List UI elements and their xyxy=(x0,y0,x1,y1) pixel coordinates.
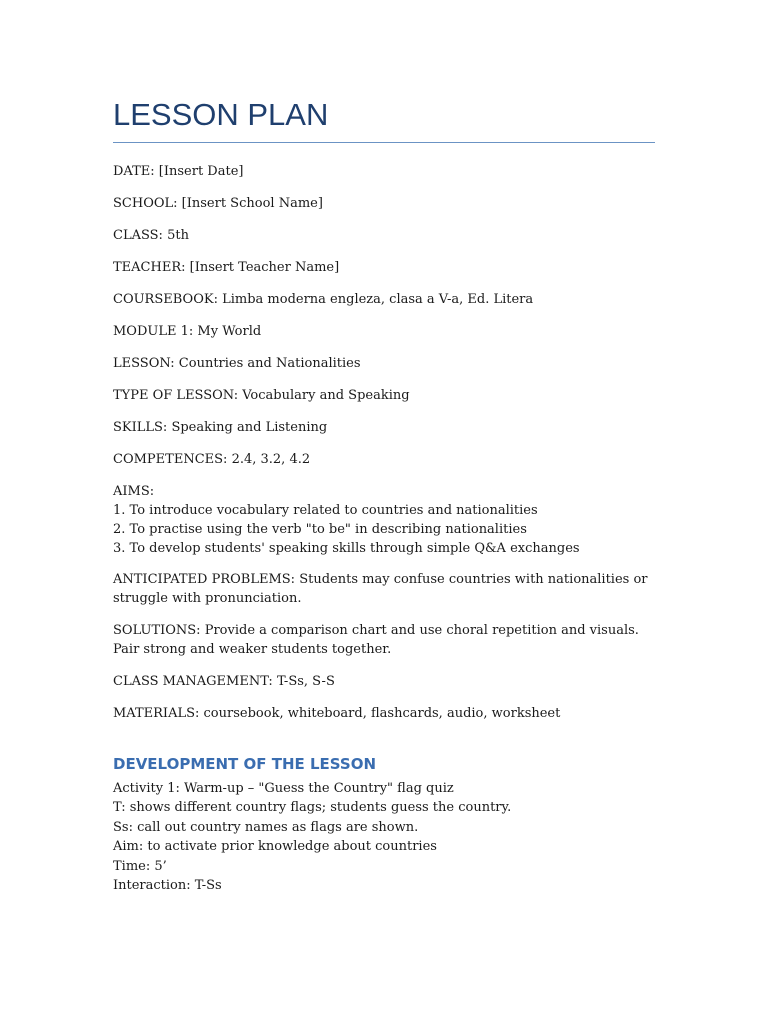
field-value: Speaking and Listening xyxy=(171,420,328,435)
field-value: Vocabulary and Speaking xyxy=(242,388,410,403)
field-value: Students may confuse countries with nationalities or struggle with pronunciation. xyxy=(113,572,648,606)
field-value: [Insert Teacher Name] xyxy=(189,260,340,275)
activity-block xyxy=(113,779,655,895)
aims-item: 3. To develop students' speaking skills through simple Q&A exchanges xyxy=(113,541,580,556)
document-body xyxy=(113,96,655,895)
development-heading: DEVELOPMENT OF THE LESSON xyxy=(113,755,377,773)
activity-line: Aim: to activate prior knowledge about countries xyxy=(113,839,437,855)
aims-item: 1. To introduce vocabulary related to countries and nationalities xyxy=(113,503,538,518)
aims-label: AIMS: xyxy=(113,484,155,499)
field-materials xyxy=(113,704,655,723)
field-label: LESSON: xyxy=(113,356,175,371)
aims-item: 2. To practise using the verb "to be" in describing nationalities xyxy=(113,522,527,537)
field-module xyxy=(113,322,655,341)
field-label: SOLUTIONS: xyxy=(113,623,201,638)
field-value: [Insert School Name] xyxy=(181,196,323,211)
field-class-management xyxy=(113,672,655,691)
field-value: [Insert Date] xyxy=(158,164,244,179)
field-label: COMPETENCES: xyxy=(113,452,228,467)
field-class xyxy=(113,226,655,245)
activity-line: Interaction: T-Ss xyxy=(113,878,222,894)
activity-line: Activity 1: Warm-up – "Guess the Country" flag quiz xyxy=(113,781,454,796)
field-competences xyxy=(113,450,655,469)
field-label: CLASS: xyxy=(113,228,163,243)
field-value: coursebook, whiteboard, flashcards, audio, worksheet xyxy=(203,706,561,721)
field-value: T-Ss, S-S xyxy=(276,674,335,689)
field-type-of-lesson xyxy=(113,386,655,405)
field-label: SKILLS: xyxy=(113,420,168,435)
field-label: DATE: xyxy=(113,164,155,179)
field-teacher xyxy=(113,258,655,277)
field-school xyxy=(113,194,655,213)
field-label: ANTICIPATED PROBLEMS: xyxy=(113,572,296,587)
field-skills xyxy=(113,418,655,437)
field-value: 2.4, 3.2, 4.2 xyxy=(231,452,311,467)
field-label: TEACHER: xyxy=(113,260,186,275)
field-lesson xyxy=(113,354,655,373)
field-label: COURSEBOOK: xyxy=(113,292,218,307)
page-title: LESSON PLAN xyxy=(113,97,329,132)
field-value: Limba moderna engleza, clasa a V-a, Ed. Litera xyxy=(222,292,534,307)
field-date xyxy=(113,162,655,181)
field-value: Countries and Nationalities xyxy=(178,356,361,371)
title-divider xyxy=(113,142,655,143)
field-solutions xyxy=(113,621,655,659)
field-label: TYPE OF LESSON: xyxy=(113,388,239,403)
field-label: MODULE 1: xyxy=(113,324,194,339)
field-value: Provide a comparison chart and use choral repetition and visuals. Pair strong and weaker students together. xyxy=(113,623,639,657)
field-value: 5th xyxy=(167,228,189,243)
activity-line: T: shows different country flags; students guess the country. xyxy=(113,800,512,816)
activity-line: Ss: call out country names as flags are shown. xyxy=(113,819,419,835)
field-coursebook xyxy=(113,290,655,309)
aims-block xyxy=(113,482,655,558)
field-label: SCHOOL: xyxy=(113,196,178,211)
activity-line: Time: 5’ xyxy=(113,858,167,874)
field-value: My World xyxy=(197,324,262,339)
field-label: CLASS MANAGEMENT: xyxy=(113,674,273,689)
field-label: MATERIALS: xyxy=(113,706,200,721)
field-anticipated-problems xyxy=(113,570,655,608)
